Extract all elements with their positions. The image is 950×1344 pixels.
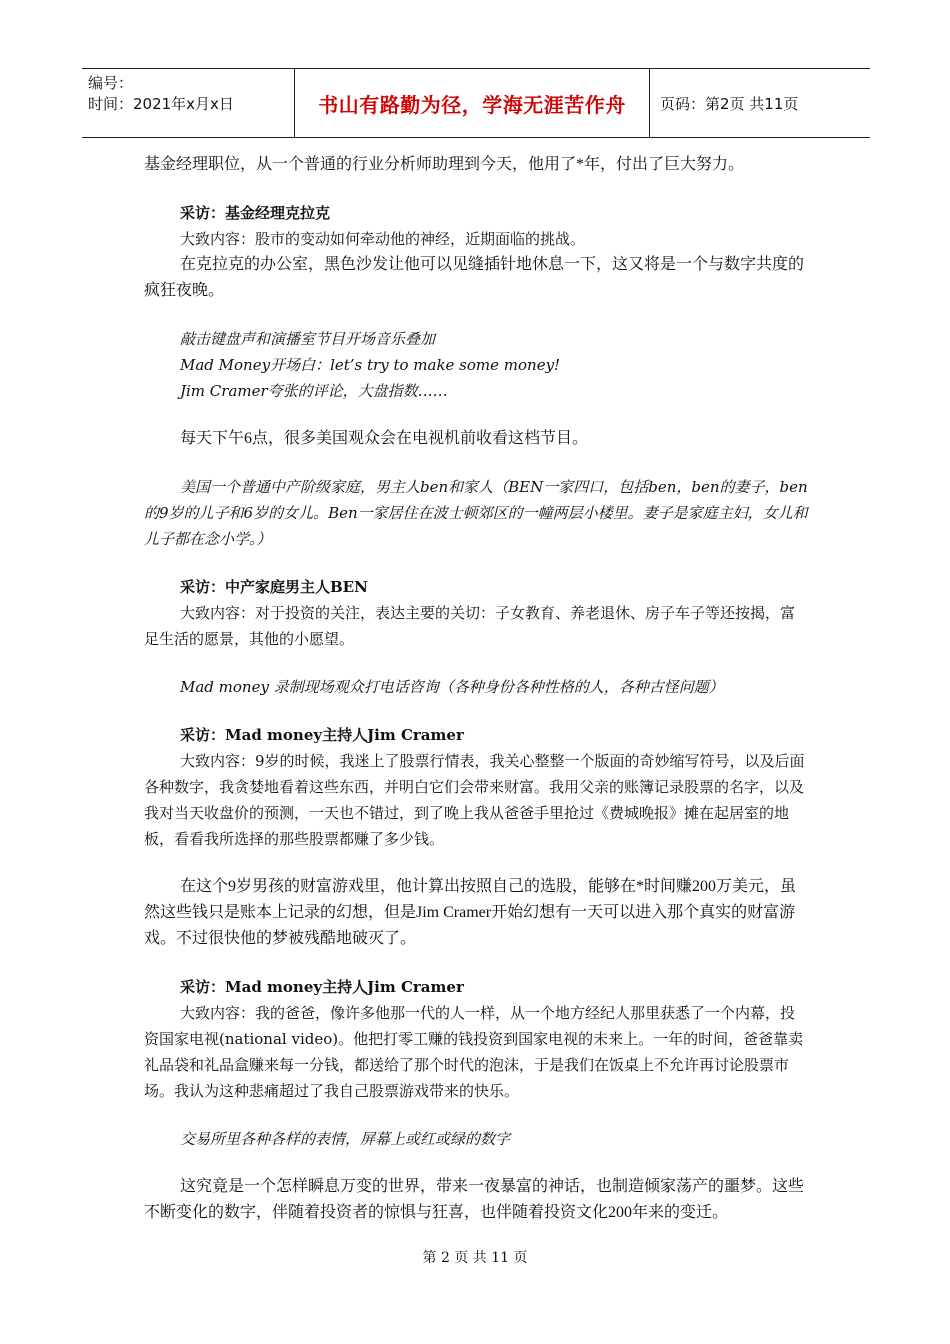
- paragraph: 在克拉克的办公室，黑色沙发让他可以见缝插针地休息一下，这又将是一个与数字共度的疯狂夜晚。: [144, 256, 805, 299]
- date-label: 时间：2021年x月x日: [88, 95, 234, 113]
- page-header: [82, 68, 870, 138]
- page-footer: 第 2 页 共 11 页: [422, 1250, 528, 1266]
- paragraph: 大致内容：我的爸爸，像许多他那一代的人一样，从一个地方经纪人那里获悉了一个内幕，投资国家电视(national video)。他把打零工赚的钱投资到国家电视的未来上。一年的时间，爸爸靠卖礼品袋和礼品盒赚来每一分钱，都送给了那个时代的泡沫，于是我们在饭桌上不允许再讨论股票市场。我认为这种悲痛超过了我自己股票游戏带来的快乐。: [144, 1004, 804, 1100]
- paragraph: 基金经理职位，从一个普通的行业分析师助理到今天，他用了*年，付出了巨大努力。: [144, 156, 745, 173]
- paragraph: 这究竟是一个怎样瞬息万变的世界，带来一夜暴富的神话，也制造倾家荡产的噩梦。这些不断变化的数字，伴随着投资者的惊惧与狂喜，也伴随着投资文化200年来的变迁。: [144, 1178, 805, 1221]
- number-label: 编号：: [88, 74, 134, 92]
- scene-note: 敲击键盘声和演播室节目开场音乐叠加: [180, 330, 436, 348]
- scene-note: Jim Cramer夸张的评论，大盘指数……: [180, 382, 448, 400]
- section-heading: 采访：基金经理克拉克: [180, 204, 331, 222]
- section-heading: 采访：中产家庭男主人BEN: [180, 578, 368, 596]
- page-label: 页码：第2页 共11页: [660, 94, 799, 113]
- scene-note: Mad Money开场白：let’s try to make some money!: [180, 356, 561, 374]
- section-heading: 采访：Mad money主持人Jim Cramer: [180, 978, 464, 996]
- paragraph: 每天下午6点，很多美国观众会在电视机前收看这档节目。: [180, 430, 589, 447]
- paragraph: 大致内容：对于投资的关注，表达主要的关切：子女教育、养老退休、房子车子等还按揭，富足生活的愿景，其他的小愿望。: [144, 604, 796, 648]
- motto: 书山有路勤为径，学海无涯苦作舟: [294, 69, 650, 137]
- scene-note: 交易所里各种各样的表情，屏幕上或红或绿的数字: [180, 1130, 511, 1148]
- section-heading: 采访：Mad money主持人Jim Cramer: [180, 726, 464, 744]
- document-body: [144, 152, 808, 1226]
- scene-note: 美国一个普通中产阶级家庭，男主人ben和家人（BEN一家四口，包括ben，ben的妻子，ben的9岁的儿子和6岁的女儿。Ben一家居住在波士顿郊区的一幢两层小楼里。妻子是家庭主妇，女儿和儿子都在念小学。）: [144, 478, 808, 548]
- scene-note: Mad money 录制现场观众打电话咨询（各种身份各种性格的人，各种古怪问题）: [180, 678, 724, 696]
- header-meta: [82, 69, 294, 137]
- paragraph: 在这个9岁男孩的财富游戏里，他计算出按照自己的选股，能够在*时间赚200万美元，虽然这些钱只是账本上记录的幻想，但是Jim Cramer开始幻想有一天可以进入那个真实的财富游戏。不过很快他的梦被残酷地破灭了。: [144, 878, 797, 947]
- paragraph: 大致内容：股市的变动如何牵动他的神经，近期面临的挑战。: [180, 230, 586, 248]
- paragraph: 大致内容：9岁的时候，我迷上了股票行情表，我关心整整一个版面的奇妙缩写符号，以及后面各种数字，我贪婪地看着这些东西，并明白它们会带来财富。我用父亲的账簿记录股票的名字，以及我对当天收盘价的预测，一天也不错过，到了晚上我从爸爸手里抢过《费城晚报》摊在起居室的地板，看看我所选择的那些股票都赚了多少钱。: [144, 752, 805, 848]
